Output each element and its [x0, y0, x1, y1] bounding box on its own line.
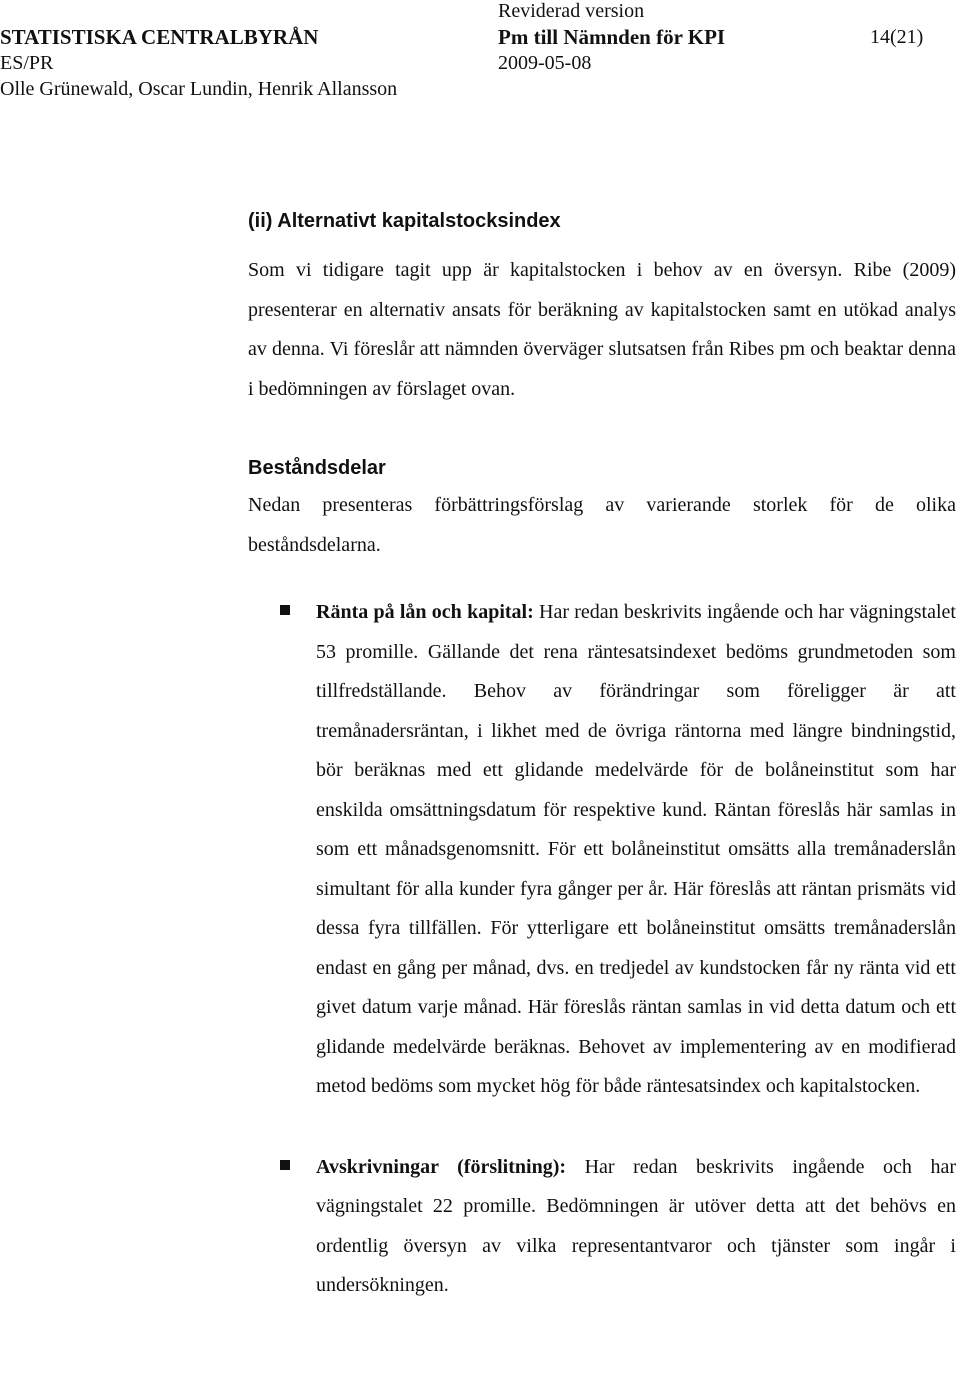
- page-header: [0, 0, 960, 110]
- revision-label: Reviderad version: [498, 0, 645, 22]
- list-item-depreciation: [316, 1148, 956, 1306]
- list-item-lead: Ränta på lån och kapital:: [316, 601, 534, 623]
- list-item-text: [316, 1148, 956, 1306]
- paragraph-alt-capital-index: Som vi tidigare tagit upp är kapitalstocken i behov av en översyn. Ribe (2009) presenterar en alternativ ansats för beräkning av kapitalstocken samt en utökad analys av denna. Vi föreslår att nämnden överväger slutsatsen från Ribes pm och beaktar denna i bedömningen av förslaget ovan.: [248, 259, 956, 400]
- list-item-text: [316, 593, 956, 1107]
- section-heading-components: Beståndsdelar: [248, 457, 386, 479]
- page-number: 14(21): [870, 26, 924, 48]
- list-item-lead: Avskrivningar (förslitning):: [316, 1155, 567, 1178]
- document-body: [248, 200, 956, 1306]
- list-item-interest: [316, 593, 956, 1107]
- document-date: 2009-05-08: [498, 52, 592, 74]
- department-code: ES/PR: [0, 52, 54, 74]
- list-item-body: Har redan beskrivits ingående och har vägningstalet 53 promille. Gällande det rena räntesatsindexet bedöms grundmetoden som tillfredställande. Behov av förändringar som föreligger är att tremånadersräntan, i likhet med de övriga räntorna med längre bindningstid, bör beräknas med ett glidande medelvärde för de bolåneinstitut som har enskilda omsättningsdatum för respektive kund. Räntan föreslås här samlas in som ett månadsgenomsnitt. För ett bolåneinstitut omsätts alla tremånaderslån simultant för alla kunder fyra gånger per år. Här föreslås att räntan prismäts vid dessa fyra tillfällen. För ytterligare ett bolåneinstitut omsätts tremånaderslån endast en gång per månad, dvs. en tredjedel av kundstocken får ny ränta vid ett givet datum varje månad. Här föreslås räntan samlas in vid detta datum och ett glidande medelvärde beräknas. Behovet av implementering av en modifierad metod bedöms som mycket hög för både räntesatsindex och kapitalstocken.: [316, 601, 956, 1097]
- list-item-body: Har redan beskrivits ingående och har vägningstalet 22 promille. Bedömningen är utöver detta att det behövs en ordentlig översyn av vilka representantvaror och tjänster som ingår i undersökningen.: [316, 1155, 956, 1296]
- section-heading-alt-capital-index: (ii) Alternativt kapitalstocksindex: [248, 210, 561, 232]
- paragraph-components-intro: Nedan presenteras förbättringsförslag av varierande storlek för de olika beståndsdelarna.: [248, 494, 956, 556]
- document-title: Pm till Nämnden för KPI: [498, 25, 726, 49]
- authors: Olle Grünewald, Oscar Lundin, Henrik Allansson: [0, 78, 398, 100]
- square-bullet-icon: [280, 1160, 290, 1170]
- square-bullet-icon: [280, 605, 290, 615]
- organization-name: STATISTISKA CENTRALBYRÅN: [0, 25, 319, 49]
